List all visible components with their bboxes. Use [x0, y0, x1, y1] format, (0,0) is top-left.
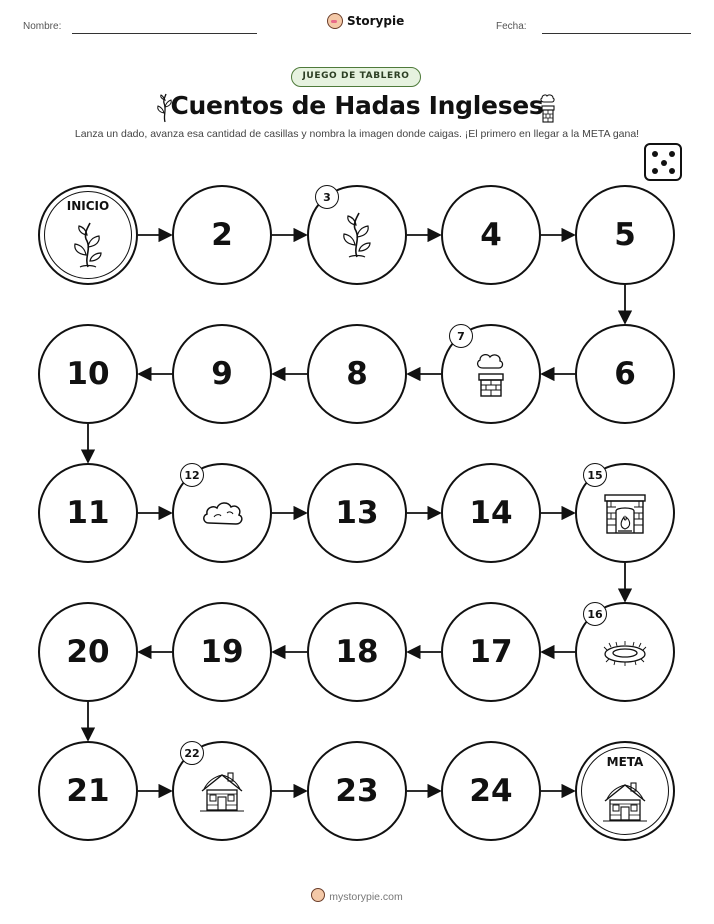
- finish-space: [575, 741, 675, 841]
- brand-name: Storypie: [347, 14, 405, 28]
- space-number: 24: [469, 773, 513, 809]
- number-space: [38, 324, 138, 424]
- name-label: Nombre:: [23, 21, 62, 32]
- footer: [0, 888, 714, 903]
- space-number-badge: 7: [449, 324, 473, 348]
- storypie-mascot-icon: [311, 888, 325, 902]
- space-number: 9: [211, 356, 233, 392]
- number-space: [38, 741, 138, 841]
- space-number: 4: [480, 217, 502, 253]
- space-number-badge: 3: [315, 185, 339, 209]
- space-number: 19: [200, 634, 244, 670]
- picture-space: [441, 324, 541, 424]
- chimney-icon: [467, 350, 515, 398]
- number-space: [38, 602, 138, 702]
- number-space: [307, 602, 407, 702]
- number-space: [172, 602, 272, 702]
- picture-space: [575, 463, 675, 563]
- space-number: 10: [66, 356, 110, 392]
- number-space: [307, 741, 407, 841]
- number-space: [575, 185, 675, 285]
- number-space: [441, 463, 541, 563]
- number-space: [441, 602, 541, 702]
- number-space: [441, 741, 541, 841]
- space-number: 5: [614, 217, 636, 253]
- fireplace-icon: [601, 489, 649, 537]
- number-space: [172, 185, 272, 285]
- space-number: 11: [66, 495, 110, 531]
- start-label: INICIO: [66, 199, 110, 213]
- category-badge: JUEGO DE TABLERO: [291, 67, 421, 87]
- instructions-text: Lanza un dado, avanza esa cantidad de casillas y nombra la imagen donde caigas. ¡El primero en llegar a la META gana!: [74, 128, 640, 140]
- space-number: 23: [335, 773, 379, 809]
- space-number: 20: [66, 634, 110, 670]
- page-title: Cuentos de Hadas Ingleses: [170, 91, 544, 120]
- space-number-badge: 16: [583, 602, 607, 626]
- date-label: Fecha:: [496, 21, 527, 32]
- number-space: [38, 463, 138, 563]
- number-space: [441, 185, 541, 285]
- number-space: [172, 324, 272, 424]
- space-number: 2: [211, 217, 233, 253]
- start-space: [38, 185, 138, 285]
- finish-label: META: [606, 755, 644, 769]
- space-number: 8: [346, 356, 368, 392]
- number-space: [307, 324, 407, 424]
- space-number-badge: 15: [583, 463, 607, 487]
- cloud-icon: [198, 489, 246, 537]
- number-space: [307, 463, 407, 563]
- space-number: 13: [335, 495, 379, 531]
- picture-space: [307, 185, 407, 285]
- space-number: 14: [469, 495, 513, 531]
- beanstalk-icon: [64, 221, 112, 269]
- footer-url: mystorypie.com: [329, 891, 403, 903]
- space-number: 17: [469, 634, 513, 670]
- beanstalk-icon: [333, 211, 381, 259]
- cottage-icon: [198, 767, 246, 815]
- picture-space: [575, 602, 675, 702]
- picture-space: [172, 463, 272, 563]
- space-number-badge: 22: [180, 741, 204, 765]
- cottage-icon: [601, 777, 649, 825]
- space-number: 18: [335, 634, 379, 670]
- space-number-badge: 12: [180, 463, 204, 487]
- space-number: 21: [66, 773, 110, 809]
- well-icon: [601, 628, 649, 676]
- number-space: [575, 324, 675, 424]
- picture-space: [172, 741, 272, 841]
- space-number: 6: [614, 356, 636, 392]
